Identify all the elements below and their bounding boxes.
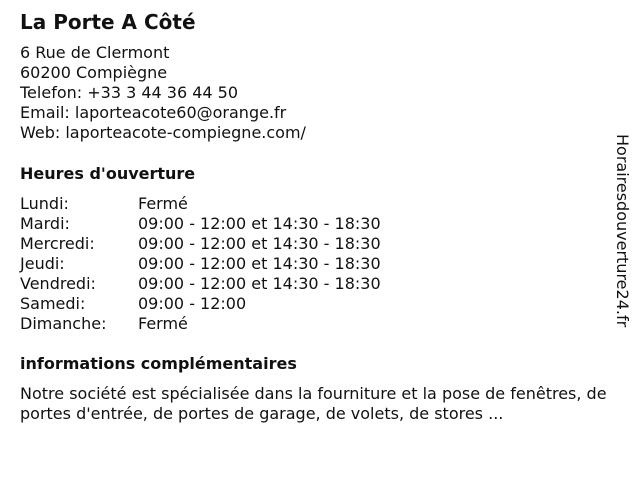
- address-city: 60200 Compiègne: [20, 63, 168, 82]
- hours-row-saturday: [20, 294, 381, 314]
- day-hours: 09:00 - 12:00 et 14:30 - 18:30: [138, 234, 381, 253]
- contact-block: [20, 43, 306, 143]
- hours-row-monday: [20, 194, 381, 214]
- day-hours: Fermé: [138, 194, 188, 213]
- email-address[interactable]: Email: laporteacote60@orange.fr: [20, 103, 287, 122]
- phone-number[interactable]: Telefon: +33 3 44 36 44 50: [20, 83, 239, 102]
- opening-hours-heading: Heures d'ouverture: [20, 164, 196, 183]
- day-label: Jeudi:: [20, 254, 65, 273]
- hours-row-thursday: [20, 254, 381, 274]
- hours-row-friday: [20, 274, 381, 294]
- hours-row-wednesday: [20, 234, 381, 254]
- day-hours: 09:00 - 12:00: [138, 294, 247, 313]
- address-street: 6 Rue de Clermont: [20, 43, 170, 62]
- day-hours: Fermé: [138, 314, 188, 333]
- day-label: Samedi:: [20, 294, 86, 313]
- day-hours: 09:00 - 12:00 et 14:30 - 18:30: [138, 274, 381, 293]
- day-label: Mardi:: [20, 214, 70, 233]
- day-label: Mercredi:: [20, 234, 95, 253]
- business-name: La Porte A Côté: [20, 10, 196, 34]
- day-hours: 09:00 - 12:00 et 14:30 - 18:30: [138, 214, 381, 233]
- day-label: Dimanche:: [20, 314, 107, 333]
- day-label: Vendredi:: [20, 274, 96, 293]
- hours-row-tuesday: [20, 214, 381, 234]
- additional-info-text: Notre société est spécialisée dans la fourniture et la pose de fenêtres, de portes d'entrée, de portes de garage, de volets, de stores ...: [20, 384, 607, 423]
- day-hours: 09:00 - 12:00 et 14:30 - 18:30: [138, 254, 381, 273]
- site-watermark: Horairesdouverture24.fr: [613, 134, 632, 328]
- additional-info-heading: informations complémentaires: [20, 354, 297, 373]
- website-link[interactable]: Web: laporteacote-compiegne.com/: [20, 123, 306, 142]
- hours-row-sunday: [20, 314, 381, 334]
- opening-hours-list: [20, 194, 381, 334]
- day-label: Lundi:: [20, 194, 69, 213]
